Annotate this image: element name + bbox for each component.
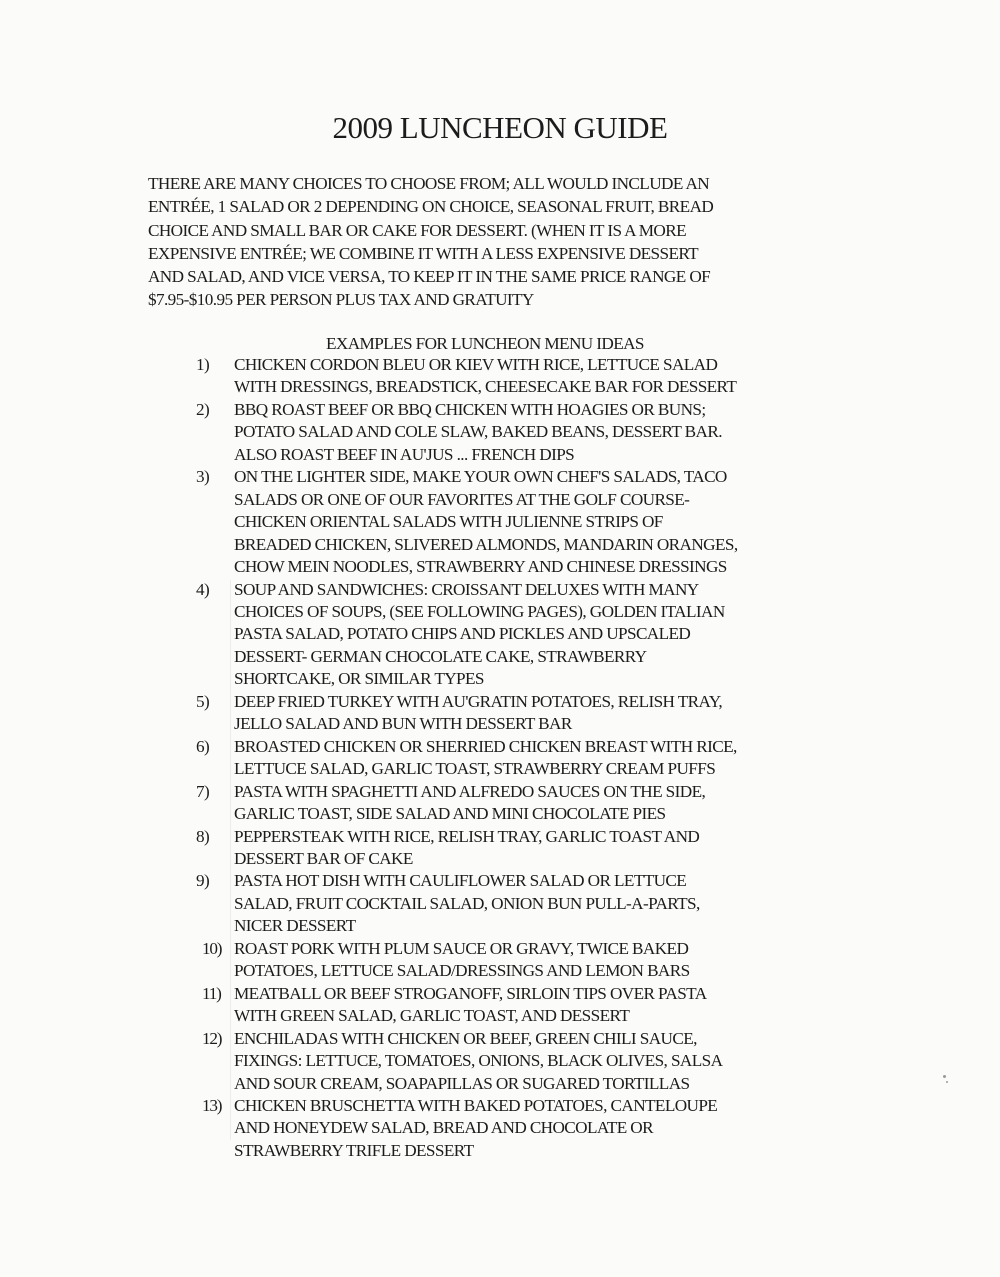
- menu-item-number: 10): [202, 938, 222, 958]
- intro-line: ENTRÉE, 1 SALAD OR 2 DEPENDING ON CHOICE, SEASONAL FRUIT, BREAD: [148, 197, 714, 217]
- menu-item: [196, 579, 876, 691]
- menu-item-number: 6): [196, 736, 210, 756]
- menu-item-text: [234, 870, 876, 937]
- menu-item-text: [234, 354, 876, 399]
- menu-item-text: [234, 1028, 876, 1095]
- menu-item-line: BREADED CHICKEN, SLIVERED ALMONDS, MANDARIN ORANGES,: [234, 534, 738, 554]
- menu-item-line: NICER DESSERT: [234, 916, 356, 936]
- menu-item-line: PEPPERSTEAK WITH RICE, RELISH TRAY, GARLIC TOAST AND: [234, 826, 700, 846]
- menu-item-line: DESSERT- GERMAN CHOCOLATE CAKE, STRAWBERRY: [234, 646, 647, 666]
- menu-item-line: PASTA WITH SPAGHETTI AND ALFREDO SAUCES ON THE SIDE,: [234, 781, 706, 801]
- menu-item-line: JELLO SALAD AND BUN WITH DESSERT BAR: [234, 714, 572, 734]
- menu-item-line: CHICKEN ORIENTAL SALADS WITH JULIENNE STRIPS OF: [234, 512, 663, 532]
- menu-item-number: 12): [202, 1028, 222, 1048]
- menu-item: [196, 399, 876, 466]
- menu-item-line: ROAST PORK WITH PLUM SAUCE OR GRAVY, TWICE BAKED: [234, 938, 689, 958]
- menu-item-number: 13): [202, 1095, 222, 1115]
- menu-item-text: [234, 399, 876, 466]
- menu-item: [196, 938, 876, 983]
- menu-item-text: [234, 938, 876, 983]
- menu-item-line: DEEP FRIED TURKEY WITH AU'GRATIN POTATOES, RELISH TRAY,: [234, 691, 723, 711]
- menu-item-line: POTATO SALAD AND COLE SLAW, BAKED BEANS, DESSERT BAR.: [234, 422, 722, 442]
- menu-item: [196, 354, 876, 399]
- intro-line: EXPENSIVE ENTRÉE; WE COMBINE IT WITH A LESS EXPENSIVE DESSERT: [148, 243, 699, 263]
- menu-item-text: [234, 466, 876, 578]
- menu-item-line: DESSERT BAR OF CAKE: [234, 848, 413, 868]
- menu-item-line: LETTUCE SALAD, GARLIC TOAST, STRAWBERRY CREAM PUFFS: [234, 759, 716, 779]
- menu-item-line: CHICKEN BRUSCHETTA WITH BAKED POTATOES, CANTELOUPE: [234, 1095, 718, 1115]
- scan-speck: [943, 1075, 946, 1078]
- menu-item-line: STRAWBERRY TRIFLE DESSERT: [234, 1140, 474, 1160]
- menu-item: [196, 1028, 876, 1095]
- menu-ideas-list: [196, 354, 876, 1162]
- menu-item-text: [234, 781, 876, 826]
- menu-item: [196, 826, 876, 871]
- menu-item-text: [234, 983, 876, 1028]
- menu-item-line: GARLIC TOAST, SIDE SALAD AND MINI CHOCOLATE PIES: [234, 804, 666, 824]
- menu-item-line: CHOICES OF SOUPS, (SEE FOLLOWING PAGES), GOLDEN ITALIAN: [234, 601, 725, 621]
- menu-item-line: AND HONEYDEW SALAD, BREAD AND CHOCOLATE OR: [234, 1118, 653, 1138]
- menu-item-text: [234, 736, 876, 781]
- menu-item: [196, 466, 876, 578]
- menu-item-text: [234, 826, 876, 871]
- menu-item-number: 2): [196, 399, 210, 419]
- menu-item-line: BROASTED CHICKEN OR SHERRIED CHICKEN BREAST WITH RICE,: [234, 736, 737, 756]
- menu-item-line: PASTA SALAD, POTATO CHIPS AND PICKLES AND UPSCALED: [234, 624, 691, 644]
- menu-item-line: BBQ ROAST BEEF OR BBQ CHICKEN WITH HOAGIES OR BUNS;: [234, 399, 706, 419]
- scan-speck: [946, 1081, 948, 1083]
- menu-item-line: MEATBALL OR BEEF STROGANOFF, SIRLOIN TIPS OVER PASTA: [234, 983, 707, 1003]
- menu-item-line: SHORTCAKE, OR SIMILAR TYPES: [234, 669, 484, 689]
- menu-item-text: [234, 579, 876, 691]
- menu-item-line: AND SOUR CREAM, SOAPAPILLAS OR SUGARED TORTILLAS: [234, 1073, 690, 1093]
- intro-line: THERE ARE MANY CHOICES TO CHOOSE FROM; ALL WOULD INCLUDE AN: [148, 174, 710, 193]
- menu-item: [196, 1095, 876, 1162]
- menu-item-line: ALSO ROAST BEEF IN AU'JUS ... FRENCH DIPS: [234, 444, 575, 464]
- menu-item-number: 1): [196, 355, 210, 374]
- menu-item-number: 3): [196, 467, 210, 487]
- menu-item: [196, 983, 876, 1028]
- examples-heading: EXAMPLES FOR LUNCHEON MENU IDEAS: [326, 334, 644, 353]
- menu-item-text: [234, 691, 876, 736]
- menu-item-text: [234, 1095, 876, 1162]
- menu-item-line: WITH DRESSINGS, BREADSTICK, CHEESECAKE BAR FOR DESSERT: [234, 377, 737, 397]
- menu-item-line: WITH GREEN SALAD, GARLIC TOAST, AND DESSERT: [234, 1006, 630, 1026]
- menu-item-number: 11): [202, 983, 221, 1003]
- intro-line: CHOICE AND SMALL BAR OR CAKE FOR DESSERT. (WHEN IT IS A MORE: [148, 220, 686, 240]
- intro-line: AND SALAD, AND VICE VERSA, TO KEEP IT IN THE SAME PRICE RANGE OF: [148, 267, 711, 287]
- menu-item-line: ENCHILADAS WITH CHICKEN OR BEEF, GREEN CHILI SAUCE,: [234, 1028, 697, 1048]
- menu-item-line: CHOW MEIN NOODLES, STRAWBERRY AND CHINESE DRESSINGS: [234, 557, 727, 577]
- intro-paragraph: [148, 172, 848, 312]
- menu-item-line: FIXINGS: LETTUCE, TOMATOES, ONIONS, BLACK OLIVES, SALSA: [234, 1051, 723, 1071]
- menu-item-line: SALAD, FRUIT COCKTAIL SALAD, ONION BUN PULL-A-PARTS,: [234, 893, 700, 913]
- menu-item-number: 7): [196, 781, 210, 801]
- menu-item: [196, 870, 876, 937]
- menu-item-number: 4): [196, 579, 210, 599]
- menu-item-line: SOUP AND SANDWICHES: CROISSANT DELUXES WITH MANY: [234, 579, 699, 599]
- page-title: 2009 LUNCHEON GUIDE: [332, 110, 668, 145]
- menu-item: [196, 781, 876, 826]
- intro-line: $7.95-$10.95 PER PERSON PLUS TAX AND GRATUITY: [148, 290, 534, 310]
- menu-item: [196, 691, 876, 736]
- menu-item-line: PASTA HOT DISH WITH CAULIFLOWER SALAD OR LETTUCE: [234, 871, 687, 891]
- menu-item-line: CHICKEN CORDON BLEU OR KIEV WITH RICE, LETTUCE SALAD: [234, 355, 718, 374]
- menu-item-line: SALADS OR ONE OF OUR FAVORITES AT THE GOLF COURSE-: [234, 489, 690, 509]
- menu-item-number: 8): [196, 826, 210, 846]
- menu-item-number: 5): [196, 691, 210, 711]
- menu-item-number: 9): [196, 871, 210, 891]
- menu-item: [196, 736, 876, 781]
- menu-item-line: ON THE LIGHTER SIDE, MAKE YOUR OWN CHEF'S SALADS, TACO: [234, 467, 727, 487]
- menu-item-line: POTATOES, LETTUCE SALAD/DRESSINGS AND LEMON BARS: [234, 961, 690, 981]
